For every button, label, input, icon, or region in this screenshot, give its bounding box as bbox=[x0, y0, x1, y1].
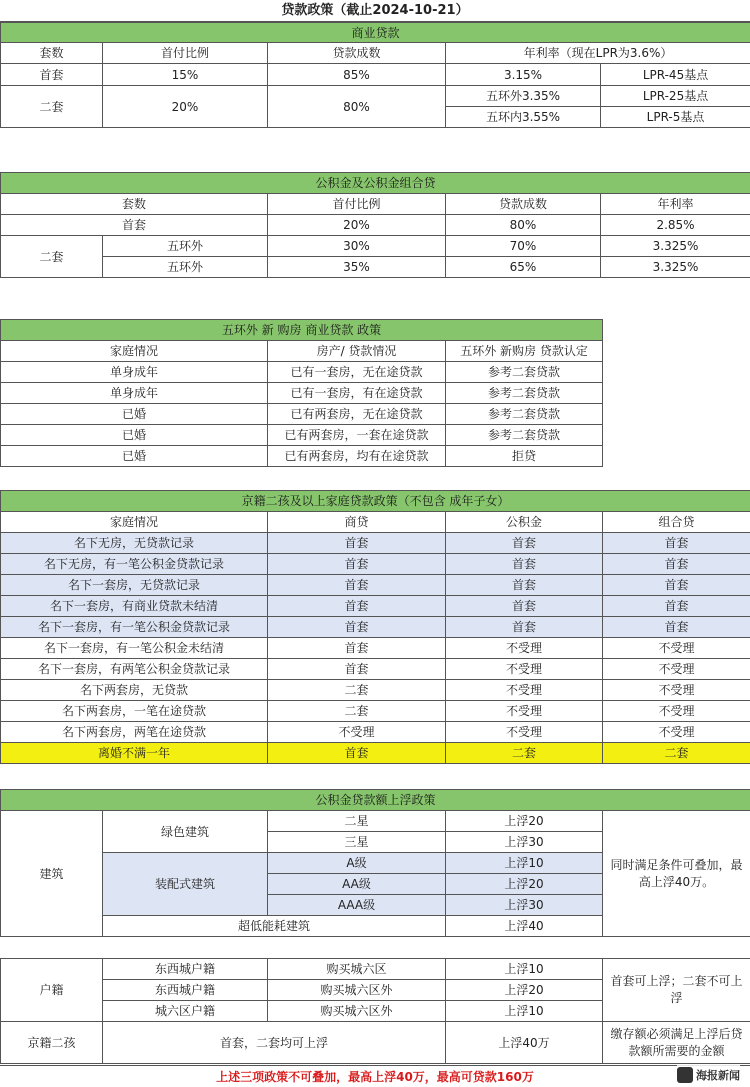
col-header: 公积金 bbox=[446, 512, 603, 533]
col-header: 年利率 bbox=[601, 194, 750, 215]
table-cell: 名下一套房，有一笔公积金未结清 bbox=[1, 638, 268, 659]
table-cell: 首套 bbox=[268, 617, 446, 638]
table-cell: 已婚 bbox=[1, 446, 268, 467]
table-cell: 65% bbox=[446, 257, 601, 278]
ultra-low-energy-label: 超低能耗建筑 bbox=[103, 916, 446, 937]
table-cell: 不受理 bbox=[603, 680, 750, 701]
table-cell: 首套 bbox=[268, 596, 446, 617]
table-cell: 购买城六区外 bbox=[268, 980, 446, 1001]
table-cell: 80% bbox=[446, 215, 601, 236]
footer-note: 上述三项政策不可叠加，最高上浮40万，最高可贷款160万 bbox=[0, 1065, 750, 1087]
table-cell: A级 bbox=[268, 853, 446, 874]
table-cell: 参考二套贷款 bbox=[446, 383, 603, 404]
table-cell: 上浮30 bbox=[446, 895, 603, 916]
table-cell: 购买城六区外 bbox=[268, 1001, 446, 1022]
table-cell: 二套 bbox=[446, 743, 603, 764]
table-cell: 已有两套房，无在途贷款 bbox=[268, 404, 446, 425]
col-header: 组合贷 bbox=[603, 512, 750, 533]
table-row bbox=[1, 743, 750, 764]
table-cell: 15% bbox=[103, 64, 268, 86]
col-header: 房产/ 贷款情况 bbox=[268, 341, 446, 362]
table-cell: 已有两套房，均有在途贷款 bbox=[268, 446, 446, 467]
table-cell: 上浮10 bbox=[446, 959, 603, 980]
table-cell: 名下两套房，无贷款 bbox=[1, 680, 268, 701]
table-cell: 不受理 bbox=[603, 722, 750, 743]
building-note: 同时满足条件可叠加，最高上浮40万。 bbox=[603, 811, 750, 937]
table-cell: 首套 bbox=[268, 659, 446, 680]
outer-header: 五环外 新 购房 商业贷款 政策 bbox=[1, 320, 603, 341]
table-cell: 二星 bbox=[268, 811, 446, 832]
col-header: 家庭情况 bbox=[1, 512, 268, 533]
table-row bbox=[1, 404, 603, 425]
huji-note: 首套可上浮；二套不可上浮 bbox=[603, 959, 750, 1022]
table-cell: 首套 bbox=[603, 575, 750, 596]
table-row bbox=[1, 575, 750, 596]
table-cell: 3.325% bbox=[601, 236, 750, 257]
table-cell: 35% bbox=[268, 257, 446, 278]
table-cell: 已有一套房，有在途贷款 bbox=[268, 383, 446, 404]
table-row bbox=[1, 446, 603, 467]
table-row bbox=[1, 554, 750, 575]
table-cell: 不受理 bbox=[446, 659, 603, 680]
twochild-header: 京籍二孩及以上家庭贷款政策（不包含 成年子女） bbox=[1, 491, 750, 512]
table-cell: 参考二套贷款 bbox=[446, 425, 603, 446]
col-header: 套数 bbox=[1, 194, 268, 215]
table-cell: 首套 bbox=[268, 554, 446, 575]
table-cell: 二套 bbox=[1, 236, 103, 278]
col-header: 贷款成数 bbox=[268, 43, 446, 64]
table-cell: 首套 bbox=[1, 215, 268, 236]
table-row bbox=[1, 533, 750, 554]
table-cell: 参考二套贷款 bbox=[446, 404, 603, 425]
table-cell: 二套 bbox=[603, 743, 750, 764]
fund-float-building-table bbox=[0, 789, 750, 937]
table-cell: 上浮20 bbox=[446, 980, 603, 1001]
table-cell: 五环外 bbox=[103, 257, 268, 278]
watermark bbox=[677, 1065, 740, 1085]
prefab-building-label: 装配式建筑 bbox=[103, 853, 268, 916]
table-cell: 拒贷 bbox=[446, 446, 603, 467]
kid-note: 缴存额必须满足上浮后贷款额所需要的金额 bbox=[603, 1022, 750, 1064]
watermark-text: 海报新闻 bbox=[696, 1069, 740, 1082]
table-cell: 20% bbox=[268, 215, 446, 236]
commercial-loan-table bbox=[0, 22, 750, 128]
table-row bbox=[1, 617, 750, 638]
table-cell: 离婚不满一年 bbox=[1, 743, 268, 764]
table-cell: 五环外 bbox=[103, 236, 268, 257]
table-cell: 85% bbox=[268, 64, 446, 86]
col-header: 首付比例 bbox=[103, 43, 268, 64]
table-cell: 上浮40万 bbox=[446, 1022, 603, 1064]
table-cell: 东西城户籍 bbox=[103, 959, 268, 980]
table-cell: 单身成年 bbox=[1, 383, 268, 404]
table-cell: 名下两套房，两笔在途贷款 bbox=[1, 722, 268, 743]
table-cell: 不受理 bbox=[268, 722, 446, 743]
table-cell: LPR-45基点 bbox=[601, 64, 750, 86]
table-cell: 二套 bbox=[1, 86, 103, 128]
table-row bbox=[1, 596, 750, 617]
fund-float-huji-table bbox=[0, 958, 750, 1064]
table-cell: 30% bbox=[268, 236, 446, 257]
table-cell: LPR-5基点 bbox=[601, 107, 750, 128]
table-cell: 首套 bbox=[603, 533, 750, 554]
table-cell: AA级 bbox=[268, 874, 446, 895]
table-cell: 2.85% bbox=[601, 215, 750, 236]
table-cell: 首套 bbox=[446, 533, 603, 554]
table-cell: 首套 bbox=[446, 575, 603, 596]
beijing-two-child-label: 京籍二孩 bbox=[1, 1022, 103, 1064]
table-cell: 不受理 bbox=[446, 638, 603, 659]
table-row bbox=[1, 680, 750, 701]
table-row bbox=[1, 659, 750, 680]
table-cell: 名下一套房，有两笔公积金贷款记录 bbox=[1, 659, 268, 680]
table-cell: 名下一套房，有商业贷款未结清 bbox=[1, 596, 268, 617]
table-cell: 已有两套房，一套在途贷款 bbox=[268, 425, 446, 446]
table-cell: 首套 bbox=[268, 743, 446, 764]
table-cell: 不受理 bbox=[603, 701, 750, 722]
table-cell: 20% bbox=[103, 86, 268, 128]
table-cell: 五环内3.55% bbox=[446, 107, 601, 128]
table-cell: 首套 bbox=[603, 554, 750, 575]
table-row bbox=[1, 383, 603, 404]
table-cell: 首套 bbox=[268, 533, 446, 554]
table-row bbox=[1, 638, 750, 659]
table-row bbox=[1, 701, 750, 722]
table-cell: 首套 bbox=[446, 596, 603, 617]
news-logo-icon bbox=[677, 1067, 693, 1083]
table-cell: 名下一套房，无贷款记录 bbox=[1, 575, 268, 596]
table-cell: 上浮30 bbox=[446, 832, 603, 853]
table-cell: 上浮40 bbox=[446, 916, 603, 937]
col-header: 套数 bbox=[1, 43, 103, 64]
table-cell: 首套 bbox=[268, 575, 446, 596]
table-cell: 不受理 bbox=[603, 638, 750, 659]
table-row bbox=[1, 362, 603, 383]
table-cell: 首套 bbox=[268, 638, 446, 659]
table-cell: 首套 bbox=[446, 554, 603, 575]
table-row bbox=[1, 722, 750, 743]
table-cell: 购买城六区 bbox=[268, 959, 446, 980]
table-row bbox=[1, 425, 603, 446]
float-header: 公积金贷款额上浮政策 bbox=[1, 790, 750, 811]
table-cell: 上浮20 bbox=[446, 811, 603, 832]
table-cell: 不受理 bbox=[446, 722, 603, 743]
table-cell: 名下无房，无贷款记录 bbox=[1, 533, 268, 554]
table-cell: 3.15% bbox=[446, 64, 601, 86]
table-cell: 首套 bbox=[1, 64, 103, 86]
table-cell: 单身成年 bbox=[1, 362, 268, 383]
table-cell: 东西城户籍 bbox=[103, 980, 268, 1001]
table-cell: 二套 bbox=[268, 701, 446, 722]
col-header: 首付比例 bbox=[268, 194, 446, 215]
table-cell: 首套 bbox=[603, 596, 750, 617]
table-cell: 首套，二套均可上浮 bbox=[103, 1022, 446, 1064]
table-cell: 不受理 bbox=[603, 659, 750, 680]
table-cell: 五环外3.35% bbox=[446, 86, 601, 107]
green-building-label: 绿色建筑 bbox=[103, 811, 268, 853]
fund-header: 公积金及公积金组合贷 bbox=[1, 173, 750, 194]
table-cell: 不受理 bbox=[446, 701, 603, 722]
table-cell: 首套 bbox=[603, 617, 750, 638]
table-cell: LPR-25基点 bbox=[601, 86, 750, 107]
table-cell: 已婚 bbox=[1, 425, 268, 446]
two-child-family-table bbox=[0, 490, 750, 764]
table-cell: 不受理 bbox=[446, 680, 603, 701]
table-cell: 80% bbox=[268, 86, 446, 128]
table-cell: 二套 bbox=[268, 680, 446, 701]
table-cell: 70% bbox=[446, 236, 601, 257]
table-cell: 上浮10 bbox=[446, 1001, 603, 1022]
table-cell: 名下无房，有一笔公积金贷款记录 bbox=[1, 554, 268, 575]
page-title: 贷款政策（截止2024-10-21） bbox=[0, 0, 750, 22]
table-cell: 3.325% bbox=[601, 257, 750, 278]
outer-ring-policy-table bbox=[0, 319, 603, 467]
table-cell: 上浮20 bbox=[446, 874, 603, 895]
commercial-header: 商业贷款 bbox=[1, 23, 750, 43]
col-header: 年利率（现在LPR为3.6%） bbox=[446, 43, 750, 64]
table-cell: 名下一套房，有一笔公积金贷款记录 bbox=[1, 617, 268, 638]
col-header: 贷款成数 bbox=[446, 194, 601, 215]
table-cell: 名下两套房，一笔在途贷款 bbox=[1, 701, 268, 722]
table-cell: 已有一套房，无在途贷款 bbox=[268, 362, 446, 383]
table-cell: 首套 bbox=[446, 617, 603, 638]
col-header: 家庭情况 bbox=[1, 341, 268, 362]
huji-label: 户籍 bbox=[1, 959, 103, 1022]
col-header: 商贷 bbox=[268, 512, 446, 533]
table-cell: AAA级 bbox=[268, 895, 446, 916]
table-cell: 已婚 bbox=[1, 404, 268, 425]
table-cell: 三星 bbox=[268, 832, 446, 853]
building-label: 建筑 bbox=[1, 811, 103, 937]
table-cell: 城六区户籍 bbox=[103, 1001, 268, 1022]
provident-fund-table bbox=[0, 172, 750, 278]
table-cell: 参考二套贷款 bbox=[446, 362, 603, 383]
col-header: 五环外 新购房 贷款认定 bbox=[446, 341, 603, 362]
table-cell: 上浮10 bbox=[446, 853, 603, 874]
